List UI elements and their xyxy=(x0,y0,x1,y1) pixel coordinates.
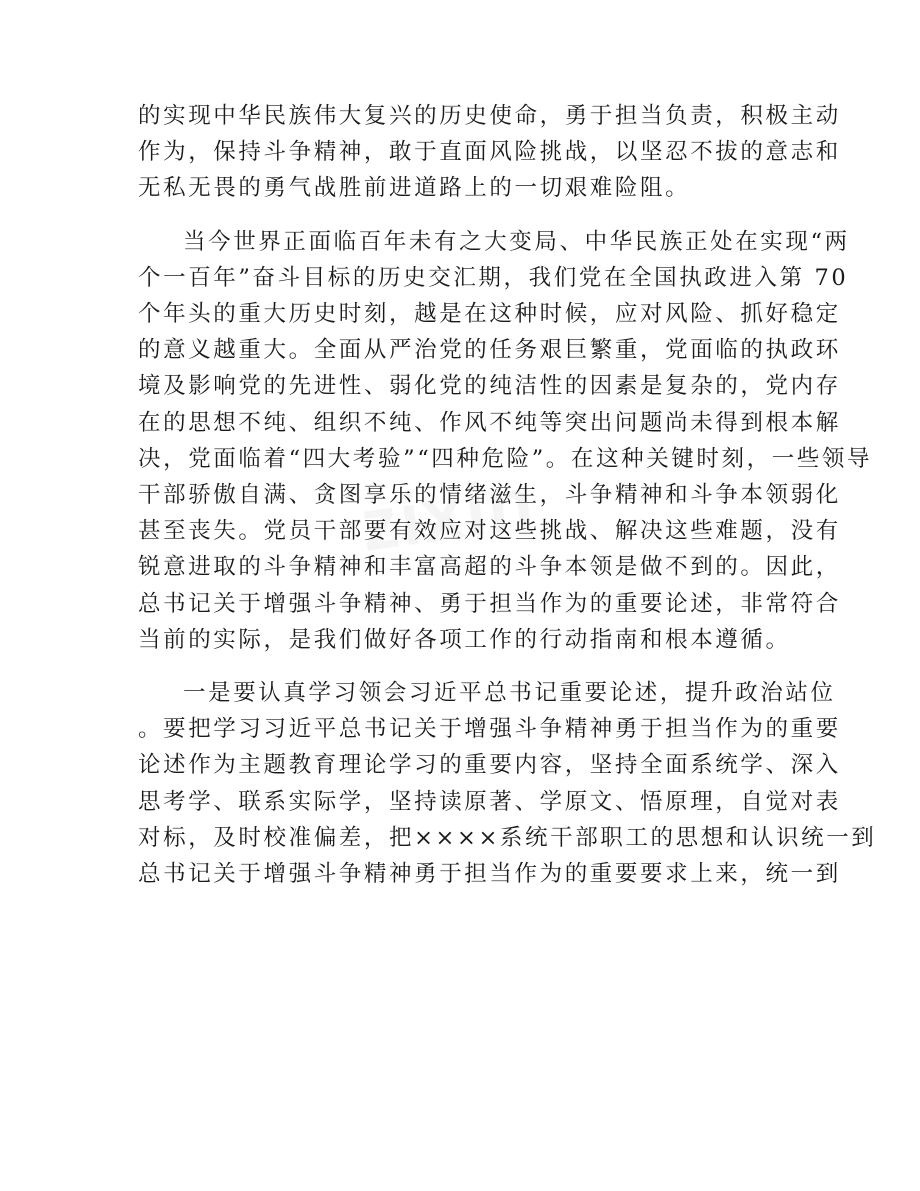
text-line: 锐意进取的斗争精神和丰富高超的斗争本领是做不到的。因此， xyxy=(138,554,841,581)
text-line: 的实现中华民族伟大复兴的历史使命，勇于担当负责，积极主动 xyxy=(138,103,841,129)
text-line: 对标，及时校准偏差，把××××系统干部职工的思想和认识统一到 xyxy=(138,824,877,851)
text-line: 当今世界正面临百年未有之大变局、中华民族正处在实现“两 xyxy=(183,228,850,255)
document-body xyxy=(138,98,877,909)
text-line: 当前的实际，是我们做好各项工作的行动指南和根本遵循。 xyxy=(138,626,791,653)
text-line: 作为，保持斗争精神，敢于直面风险挑战，以坚忍不拔的意志和 xyxy=(138,139,841,166)
text-line: 个年头的重大历史时刻，越是在这种时候，应对风险、抓好稳定 xyxy=(138,301,841,328)
text-line: 一是要认真学习领会习近平总书记重要论述，提升政治站位 xyxy=(183,680,836,707)
text-line: 境及影响党的先进性、弱化党的纯洁性的因素是复杂的，党内存 xyxy=(138,373,841,400)
text-line: 个一百年”奋斗目标的历史交汇期，我们党在全国执政进入第 70 xyxy=(138,264,849,291)
watermark: zixin xyxy=(355,460,540,567)
text-line: 甚至丧失。党员干部要有效应对这些挑战、解决这些难题，没有 xyxy=(138,518,841,545)
text-line: 的意义越重大。全面从严治党的任务艰巨繁重，党面临的执政环 xyxy=(138,337,841,364)
text-line: 总书记关于增强斗争精神、勇于担当作为的重要论述，非常符合 xyxy=(138,590,841,617)
text-line: 无私无畏的勇气战胜前进道路上的一切艰难险阻。 xyxy=(138,175,691,202)
text-line: 总书记关于增强斗争精神勇于担当作为的重要要求上来，统一到 xyxy=(138,861,841,888)
text-line: 思考学、联系实际学，坚持读原著、学原文、悟原理，自觉对表 xyxy=(138,788,841,815)
paragraph-3 xyxy=(138,675,877,892)
text-line: 干部骄傲自满、贪图享乐的情绪滋生，斗争精神和斗争本领弱化 xyxy=(138,482,841,509)
paragraph-1 xyxy=(138,98,841,207)
text-line: 决，党面临着“四大考验”“四种危险”。在这种关键时刻，一些领导 xyxy=(138,445,873,472)
text-line: 。要把学习习近平总书记关于增强斗争精神勇于担当作为的重要 xyxy=(138,716,841,743)
text-line: 在的思想不纯、组织不纯、作风不纯等突出问题尚未得到根本解 xyxy=(138,409,841,436)
paragraph-2 xyxy=(138,224,873,658)
text-line: 论述作为主题教育理论学习的重要内容，坚持全面系统学、深入 xyxy=(138,752,841,779)
